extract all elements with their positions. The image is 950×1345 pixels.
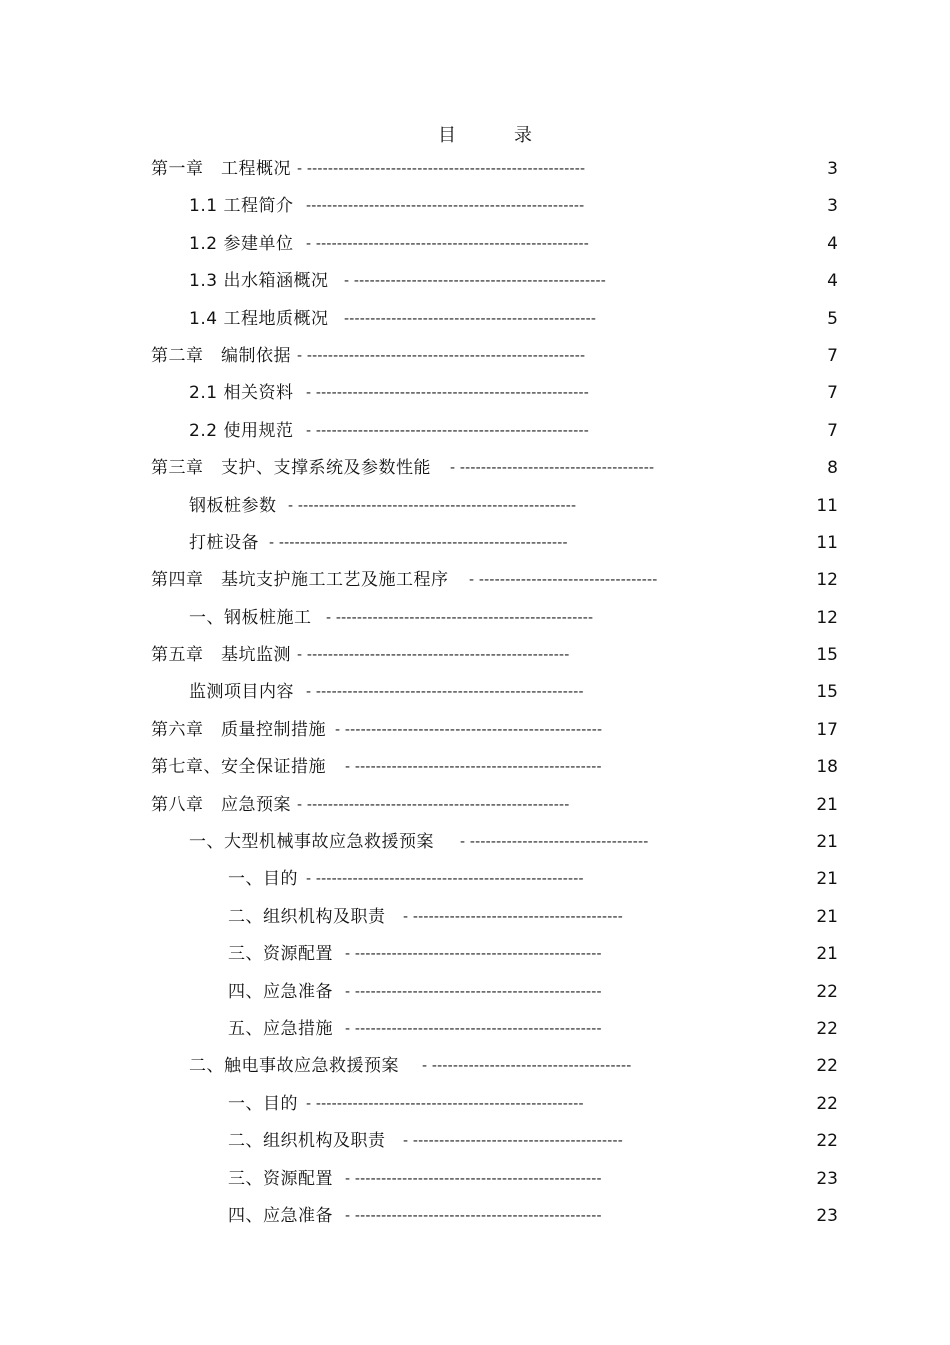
toc-leader-dashes: - ------------------------------------------------------- <box>269 534 568 551</box>
toc-entry[interactable] <box>0 1198 950 1235</box>
toc-page-number: 4 <box>827 233 838 254</box>
toc-leader-dashes: - ----------------------------------------------- <box>345 983 602 1000</box>
toc-page-number: 11 <box>816 495 838 516</box>
toc-page-number: 21 <box>816 869 838 890</box>
toc-entry-label: 2.1 相关资料 <box>189 383 294 404</box>
toc-page-number: 3 <box>827 196 838 217</box>
toc-entry[interactable] <box>0 936 950 973</box>
toc-page-number: 23 <box>816 1168 838 1189</box>
toc-page-number: 21 <box>816 906 838 927</box>
toc-page-number: 17 <box>816 719 838 740</box>
toc-entry-label: 一、大型机械事故应急救援预案 <box>189 832 434 853</box>
toc-page-number: 8 <box>827 458 838 479</box>
toc-entry-label: 1.1 工程简介 <box>189 196 294 217</box>
toc-entry[interactable] <box>0 151 950 188</box>
toc-entry-label: 钢板桩参数 <box>189 495 277 516</box>
toc-leader-dashes: - ---------------------------------- <box>460 834 649 851</box>
toc-entry[interactable] <box>0 824 950 861</box>
toc-leader-dashes: - ----------------------------------------------------- <box>297 347 586 364</box>
toc-page-number: 12 <box>816 607 838 628</box>
toc-entry-label: 一、目的 <box>228 1093 298 1114</box>
toc-entry-label: 第二章 编制依据 <box>151 345 291 366</box>
toc-entry[interactable] <box>0 375 950 412</box>
toc-entry-label: 二、组织机构及职责 <box>228 1131 386 1152</box>
toc-page-number: 23 <box>816 1205 838 1226</box>
toc-page-number: 15 <box>816 645 838 666</box>
toc-page-number: 18 <box>816 757 838 778</box>
toc-entry[interactable] <box>0 712 950 749</box>
toc-page-number: 11 <box>816 532 838 553</box>
toc-leader-dashes: - ----------------------------------------------- <box>345 946 602 963</box>
toc-entry[interactable] <box>0 1161 950 1198</box>
toc-leader-dashes: ----------------------------------------------------- <box>306 198 585 215</box>
toc-entry[interactable] <box>0 338 950 375</box>
toc-leader-dashes: - ----------------------------------------------- <box>345 1020 602 1037</box>
toc-entry[interactable] <box>0 301 950 338</box>
toc-entry[interactable] <box>0 674 950 711</box>
toc-entry-label: 四、应急准备 <box>228 981 333 1002</box>
toc-leader-dashes: - ---------------------------------------------------- <box>306 235 589 252</box>
toc-leader-dashes: - ----------------------------------------------------- <box>288 497 577 514</box>
toc-page-number: 3 <box>827 159 838 179</box>
toc-leader-dashes: - --------------------------------------------------- <box>306 871 584 888</box>
toc-leader-dashes: - --------------------------------------------------- <box>306 1095 584 1112</box>
toc-entry-label: 一、钢板桩施工 <box>189 607 312 628</box>
toc-leader-dashes: ------------------------------------------------ <box>344 310 597 327</box>
toc-leader-dashes: - ------------------------------------------------- <box>335 721 603 738</box>
toc-leader-dashes: - ------------------------------------------------- <box>326 609 594 626</box>
toc-leader-dashes: - ---------------------------------------- <box>403 908 623 925</box>
toc-entry-label: 2.2 使用规范 <box>189 420 294 441</box>
toc-leader-dashes: - ----------------------------------------------- <box>345 1207 602 1224</box>
toc-entry-label: 三、资源配置 <box>228 944 333 965</box>
toc-leader-dashes: - --------------------------------------------------- <box>306 684 584 701</box>
toc-entry-label: 第五章 基坑监测 <box>151 645 291 666</box>
toc-leader-dashes: - -------------------------------------- <box>422 1058 632 1075</box>
toc-entry[interactable] <box>0 263 950 300</box>
toc-entry-label: 一、目的 <box>228 869 298 890</box>
toc-entry-label: 1.2 参建单位 <box>189 233 294 254</box>
toc-title: 目 录 <box>438 125 552 146</box>
toc-entry-label: 第三章 支护、支撑系统及参数性能 <box>151 458 431 479</box>
toc-entry[interactable] <box>0 1048 950 1085</box>
toc-page-number: 22 <box>816 1093 838 1114</box>
toc-page-number: 7 <box>827 345 838 366</box>
toc-page-number: 22 <box>816 981 838 1002</box>
toc-entry[interactable] <box>0 974 950 1011</box>
toc-page-number: 15 <box>816 682 838 703</box>
toc-page-number: 21 <box>816 944 838 965</box>
toc-page-number: 22 <box>816 1018 838 1039</box>
toc-leader-dashes: - ----------------------------------------------- <box>345 759 602 776</box>
toc-leader-dashes: - ---------------------------------------------------- <box>306 385 589 402</box>
toc-entry-label: 打桩设备 <box>189 532 259 553</box>
toc-entry[interactable] <box>0 562 950 599</box>
toc-entry-label: 第八章 应急预案 <box>151 794 291 815</box>
toc-leader-dashes: - ------------------------------------- <box>450 460 655 477</box>
toc-entry[interactable] <box>0 188 950 225</box>
toc-entry-label: 五、应急措施 <box>228 1018 333 1039</box>
toc-page-number: 5 <box>827 308 838 329</box>
toc-page-number: 22 <box>816 1056 838 1077</box>
toc-page-number: 21 <box>816 832 838 853</box>
toc-entry-label: 1.3 出水箱涵概况 <box>189 271 329 292</box>
toc-entry-label: 第四章 基坑支护施工工艺及施工程序 <box>151 570 449 591</box>
toc-entry-label: 第六章 质量控制措施 <box>151 719 326 740</box>
toc-entry-label: 第一章 工程概况 <box>151 159 291 179</box>
toc-entry-label: 1.4 工程地质概况 <box>189 308 329 329</box>
toc-leader-dashes: - ----------------------------------------------------- <box>297 161 586 177</box>
toc-page-number: 7 <box>827 420 838 441</box>
toc-page-number: 4 <box>827 271 838 292</box>
toc-leader-dashes: - ---------------------------------------------------- <box>306 422 589 439</box>
toc-page-number: 22 <box>816 1131 838 1152</box>
toc-page-number: 7 <box>827 383 838 404</box>
toc-entry-label: 四、应急准备 <box>228 1205 333 1226</box>
toc-page-number: 12 <box>816 570 838 591</box>
toc-entry[interactable] <box>0 226 950 263</box>
toc-entry[interactable] <box>0 413 950 450</box>
toc-entry[interactable] <box>0 488 950 525</box>
toc-page-number: 21 <box>816 794 838 815</box>
toc-entry[interactable] <box>0 861 950 898</box>
toc-entry-label: 二、组织机构及职责 <box>228 906 386 927</box>
toc-entry[interactable] <box>0 1011 950 1048</box>
toc-leader-dashes: - ----------------------------------------------- <box>345 1170 602 1187</box>
toc-entry[interactable] <box>0 787 950 824</box>
toc-entry[interactable] <box>0 525 950 562</box>
toc-list <box>0 151 950 1235</box>
toc-entry[interactable] <box>0 637 950 674</box>
toc-entry[interactable] <box>0 1123 950 1160</box>
toc-leader-dashes: - ---------------------------------- <box>469 572 658 589</box>
toc-entry-label: 监测项目内容 <box>189 682 294 703</box>
toc-entry-label: 三、资源配置 <box>228 1168 333 1189</box>
toc-entry[interactable] <box>0 600 950 637</box>
toc-entry-label: 二、触电事故应急救援预案 <box>189 1056 399 1077</box>
toc-leader-dashes: - -------------------------------------------------- <box>297 796 570 813</box>
toc-entry[interactable] <box>0 899 950 936</box>
toc-entry[interactable] <box>0 749 950 786</box>
toc-leader-dashes: - ---------------------------------------- <box>403 1133 623 1150</box>
toc-leader-dashes: - ------------------------------------------------ <box>344 273 606 290</box>
toc-entry-label: 第七章、安全保证措施 <box>151 757 326 778</box>
toc-leader-dashes: - -------------------------------------------------- <box>297 647 570 664</box>
toc-entry[interactable] <box>0 450 950 487</box>
toc-entry[interactable] <box>0 1086 950 1123</box>
